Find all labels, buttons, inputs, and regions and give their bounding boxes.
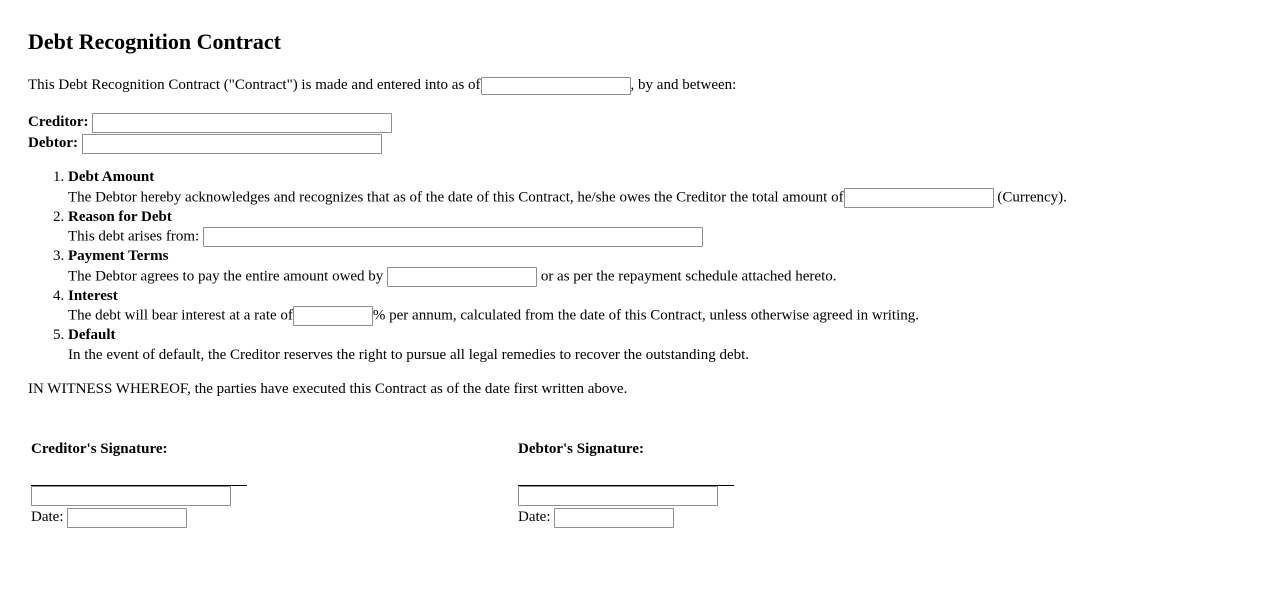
creditor-signature-block bbox=[31, 439, 291, 528]
payment-date-input[interactable] bbox=[387, 267, 537, 287]
term-payment-terms bbox=[68, 247, 1250, 287]
creditor-date-input[interactable] bbox=[67, 508, 187, 528]
term-body bbox=[68, 267, 1250, 287]
term-text-after: % per annum, calculated from the date of this Contract, unless otherwise agreed in writing. bbox=[372, 307, 919, 324]
term-title: Payment Terms bbox=[68, 248, 169, 264]
creditor-signature-label: Creditor's Signature: bbox=[31, 441, 168, 457]
term-body bbox=[68, 227, 1250, 247]
term-text: The Debtor hereby acknowledges and recognizes that as of the date of this Contract, he/she owes the Creditor the total amount of bbox=[68, 188, 844, 205]
debt-reason-input[interactable] bbox=[203, 227, 703, 247]
creditor-label: Creditor: bbox=[28, 114, 89, 130]
term-debt-amount bbox=[68, 168, 1250, 208]
debtor-signature-input[interactable] bbox=[518, 486, 718, 506]
term-text: The Debtor agrees to pay the entire amount owed by bbox=[68, 267, 384, 284]
term-text-after: (Currency). bbox=[997, 188, 1067, 205]
intro-text: This Debt Recognition Contract ("Contract") is made and entered into as of bbox=[28, 77, 481, 93]
debtor-signature-label: Debtor's Signature: bbox=[518, 441, 644, 457]
term-title: Interest bbox=[68, 287, 118, 304]
term-text: This debt arises from: bbox=[68, 228, 200, 245]
terms-list bbox=[28, 168, 1250, 365]
debtor-input[interactable] bbox=[82, 134, 382, 154]
term-text: In the event of default, the Creditor reserves the right to pursue all legal remedies to recover the outstanding debt. bbox=[68, 346, 750, 363]
parties-section bbox=[28, 112, 1250, 154]
term-title: Reason for Debt bbox=[68, 208, 172, 225]
term-default bbox=[68, 326, 1250, 365]
debtor-row bbox=[28, 133, 1250, 154]
page-title: Debt Recognition Contract bbox=[28, 29, 281, 54]
term-text-after: or as per the repayment schedule attached hereto. bbox=[540, 267, 837, 284]
term-title: Default bbox=[68, 327, 116, 343]
debtor-date-row bbox=[518, 507, 778, 528]
debtor-signature-block bbox=[518, 439, 778, 528]
creditor-signature-input[interactable] bbox=[31, 486, 231, 506]
date-label: Date: bbox=[31, 509, 64, 525]
contract-date-input[interactable] bbox=[481, 77, 631, 95]
term-reason bbox=[68, 208, 1250, 248]
debtor-date-input[interactable] bbox=[554, 508, 674, 528]
creditor-row bbox=[28, 112, 1250, 133]
intro-paragraph bbox=[28, 74, 1250, 96]
term-body bbox=[68, 306, 1250, 326]
debtor-label: Debtor: bbox=[28, 135, 78, 151]
intro-text-after: , by and between: bbox=[630, 77, 737, 93]
witness-statement: IN WITNESS WHEREOF, the parties have executed this Contract as of the date first written above. bbox=[28, 381, 628, 397]
creditor-input[interactable] bbox=[92, 113, 392, 133]
date-label: Date: bbox=[518, 509, 551, 525]
debt-amount-input[interactable] bbox=[844, 188, 994, 208]
interest-rate-input[interactable] bbox=[293, 306, 373, 326]
term-text: The debt will bear interest at a rate of bbox=[68, 307, 293, 324]
creditor-date-row bbox=[31, 507, 291, 528]
term-body bbox=[68, 188, 1250, 208]
term-interest bbox=[68, 287, 1250, 327]
signatures-section bbox=[28, 439, 1250, 599]
term-title: Debt Amount bbox=[68, 169, 155, 185]
